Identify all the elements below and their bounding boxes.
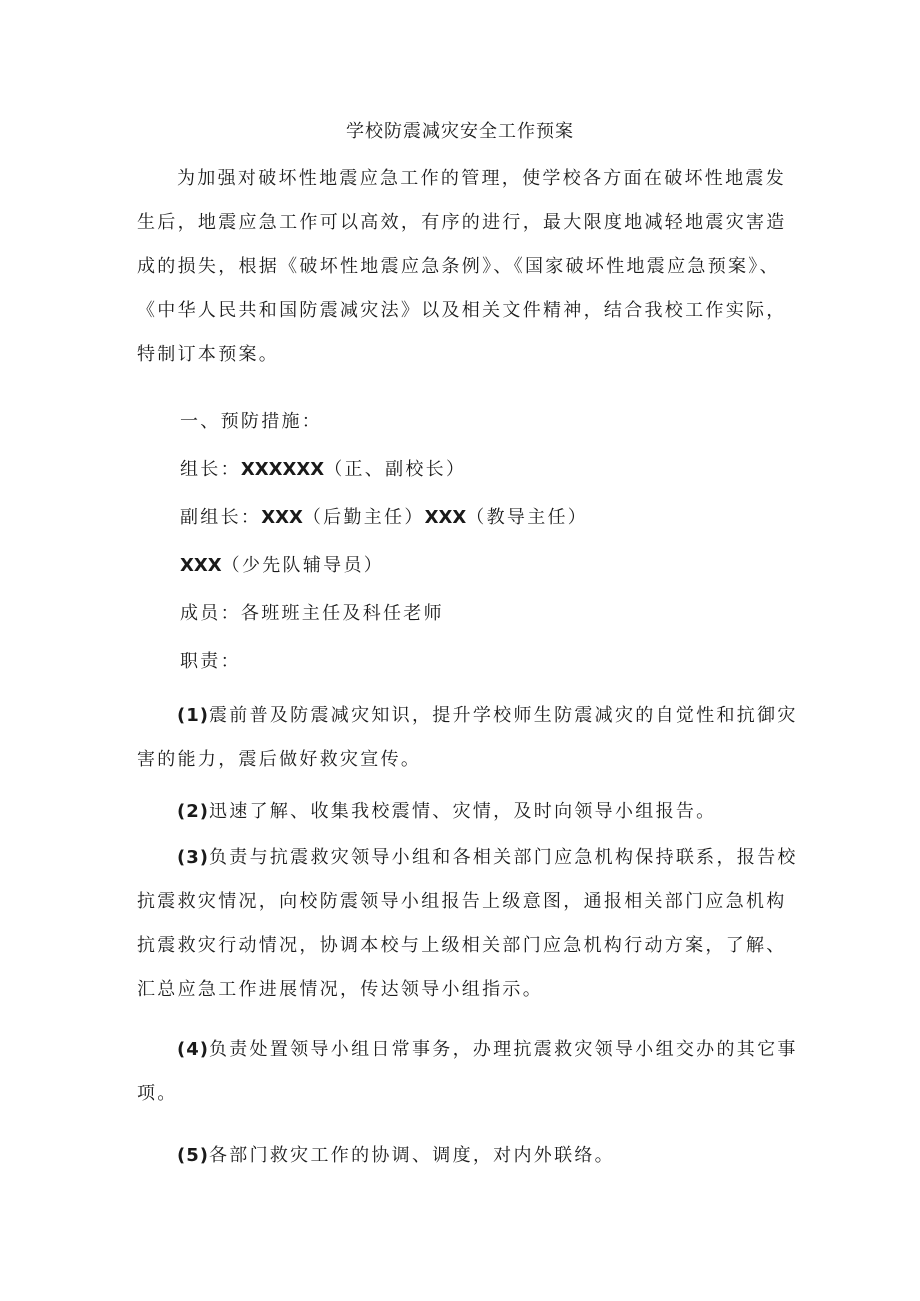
- duty-text: 震前普及防震减灾知识，提升学校师生防震减灾的自觉性和抗御灾害的能力，震后做好救灾宣传。: [137, 705, 798, 770]
- deputy-role-2: （教导主任）: [466, 507, 589, 528]
- deputy-line: [180, 504, 588, 532]
- duty-item-3: [137, 836, 805, 1012]
- deputy-label: 副组长：: [180, 507, 262, 528]
- duty-item-1: [137, 694, 805, 782]
- intro-paragraph: 为加强对破坏性地震应急工作的管理，使学校各方面在破坏性地震发生后，地震应急工作可以高效，有序的进行，最大限度地减轻地震灾害造成的损失，根据《破坏性地震应急条例》、《国家破坏性地震应急预案》、《中华人民共和国防震减灾法》以及相关文件精神，结合我校工作实际，特制订本预案。: [137, 168, 787, 365]
- deputy-extra-name: XXX: [180, 555, 222, 576]
- duty-number: (4): [177, 1039, 209, 1060]
- duty-text: 迅速了解、收集我校震情、灾情，及时向领导小组报告。: [208, 801, 717, 822]
- duty-number: (5): [177, 1145, 209, 1166]
- leader-role: （正、副校长）: [324, 459, 467, 480]
- leader-name: XXXXXX: [240, 459, 325, 480]
- deputy-name-1: XXX: [261, 507, 303, 528]
- duty-text: 各部门救灾工作的协调、调度，对内外联络。: [208, 1145, 615, 1166]
- duty-number: (3): [177, 847, 209, 868]
- deputy-extra-line: [180, 552, 384, 580]
- deputy-role-1: （后勤主任）: [302, 507, 425, 528]
- duty-item-5: [137, 1134, 805, 1178]
- duty-number: (1): [177, 705, 209, 726]
- document-title: 学校防震减灾安全工作预案: [346, 121, 574, 142]
- duty-item-2: [137, 790, 805, 834]
- duty-text: 负责处置领导小组日常事务，办理抗震救灾领导小组交办的其它事项。: [137, 1039, 798, 1104]
- duty-item-4: [137, 1028, 805, 1116]
- duty-number: (2): [177, 801, 209, 822]
- leader-label: 组长：: [180, 459, 241, 480]
- section-heading: 一、预防措施：: [180, 411, 323, 432]
- duty-text: 负责与抗震救灾领导小组和各相关部门应急机构保持联系，报告校抗震救灾情况，向校防震领导小组报告上级意图，通报相关部门应急机构抗震救灾行动情况，协调本校与上级相关部门应急机构行动方案，了解、汇总应急工作进展情况，传达领导小组指示。: [137, 847, 798, 1000]
- duties-label: 职责：: [180, 651, 241, 672]
- deputy-name-2: XXX: [424, 507, 467, 528]
- leader-line: [180, 456, 466, 484]
- members-line: 成员：各班班主任及科任老师: [180, 603, 444, 624]
- deputy-extra-role: （少先队辅导员）: [221, 555, 385, 576]
